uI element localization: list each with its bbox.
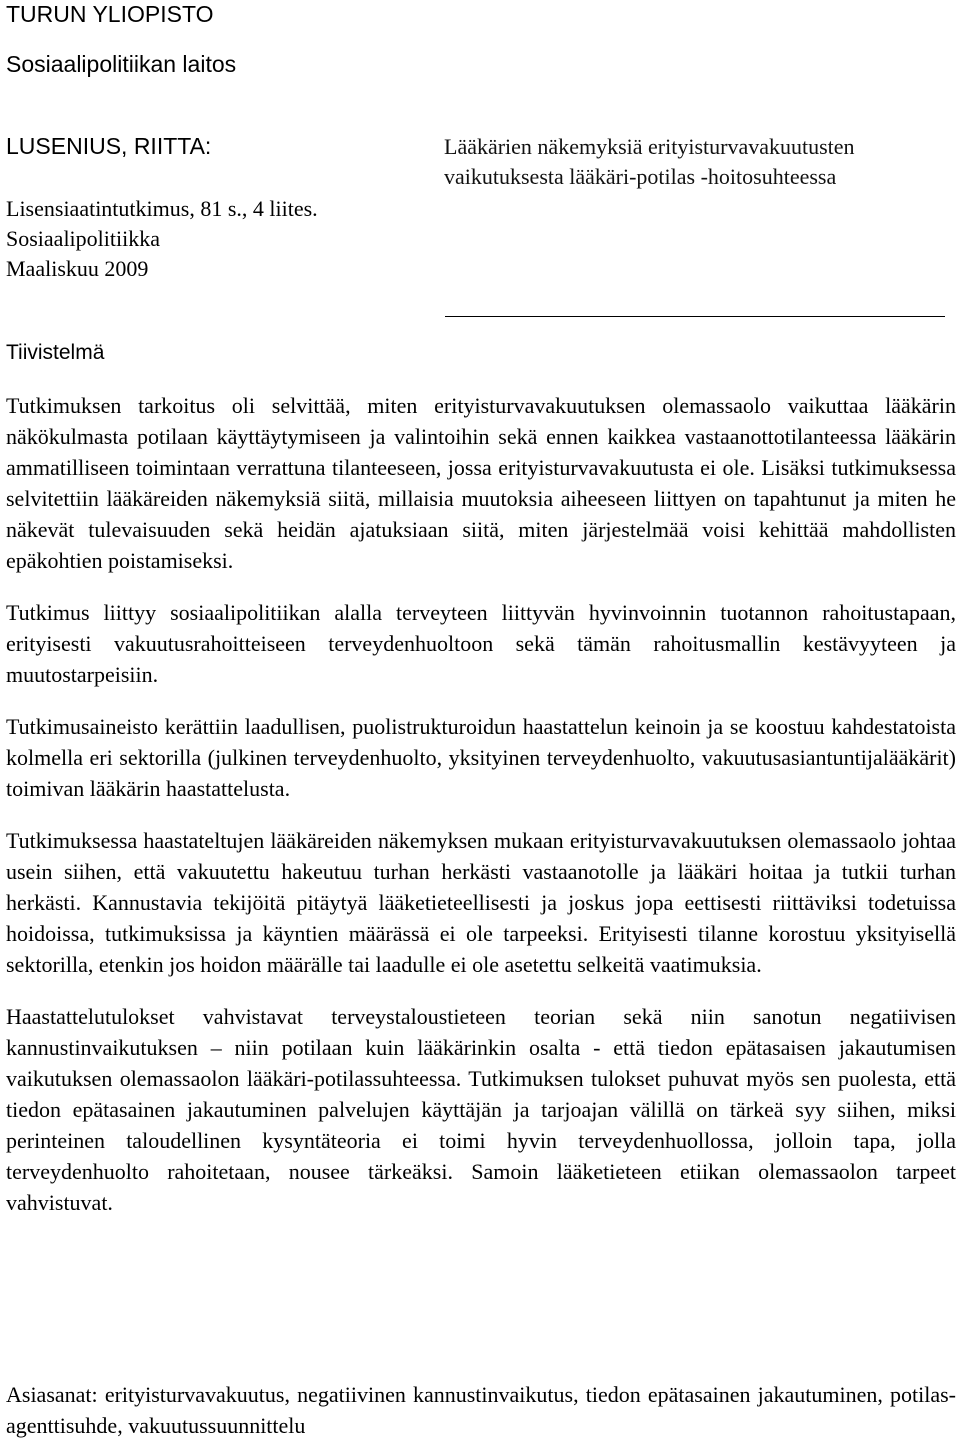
abstract-paragraph-3: Tutkimusaineisto kerättiin laadullisen, puolistrukturoidun haastattelun keinoin ja se koostuu kahdestatoista kolmella eri sektorilla (julkinen terveydenhuolto, yksityinen terveydenhuolto, vakuutusasiantuntijalääkärit) toimivan lääkärin haastattelusta.	[6, 714, 956, 801]
thesis-title	[444, 132, 855, 192]
abstract-body	[6, 390, 956, 1239]
abstract-paragraph-2: Tutkimus liittyy sosiaalipolitiikan alalla terveyteen liittyvän hyvinvoinnin tuotannon rahoitustapaan, erityisesti vakuutusrahoitteiseen terveydenhuoltoon sekä tämän rahoitusmallin kestävyyteen ja muutostarpeisiin.	[6, 600, 956, 687]
keywords-list: erityisturvavakuutus, negatiivinen kannustinvaikutus, tiedon epätasainen jakautuminen, potilas-agenttisuhde, vakuutussuunnittelu	[6, 1382, 957, 1438]
keywords	[6, 1379, 956, 1441]
thesis-date: Maaliskuu 2009	[6, 256, 149, 281]
abstract-paragraph-1: Tutkimuksen tarkoitus oli selvittää, miten erityisturvavakuutuksen olemassaolo vaikuttaa lääkärin näkökulmasta potilaan käyttäytymiseen ja valintoihin sekä ennen kaikkea vastaanottotilanteessa lääkärin ammatilliseen toimintaan verrattuna tilanteeseen, jossa erityisturvavakuutusta ei ole. Lisäksi tutkimuksessa selvitettiin lääkäreiden näkemyksiä siitä, millaisia muutoksia aiheeseen liittyen on tapahtunut ja miten he näkevät tulevaisuuden sekä heidän ajatuksiaan siitä, miten järjestelmää voisi kehittää mahdollisten epäkohtien poistamiseksi.	[6, 393, 956, 573]
thesis-type-pages: Lisensiaatintutkimus, 81 s., 4 liites.	[6, 196, 318, 221]
author-name: LUSENIUS, RIITTA:	[6, 133, 212, 159]
thesis-subject: Sosiaalipolitiikka	[6, 226, 160, 251]
university-name: TURUN YLIOPISTO	[6, 1, 214, 27]
abstract-paragraph-4: Tutkimuksessa haastateltujen lääkäreiden näkemyksen mukaan erityisturvavakuutuksen olemassaolo johtaa usein siihen, että vakuutettu hakeutuu turhan herkästi vastaanotolle ja lääkäri hoitaa ja tutkii turhan herkästi. Kannustavia tekijöitä pitäytyä lääketieteellisesti ja joskus jopa eettisesti riittäviksi todetuissa hoidoissa, tutkimuksissa ja käyntien määrässä ei ole tarpeeksi. Erityisesti tilanne korostuu yksityisellä sektorilla, etenkin jos hoidon määrälle tai laadulle ei ole asetettu selkeitä vaatimuksia.	[6, 828, 956, 977]
abstract-paragraph-5: Haastattelutulokset vahvistavat terveystaloustieteen teorian sekä niin sanotun negatiivisen kannustinvaikutuksen – niin potilaan kuin lääkärinkin osalta - että tiedon epätasaisen jakautumisen vaikutuksen olemassaolon lääkäri-potilassuhteessa. Tutkimuksen tulokset puhuvat myös sen puolesta, että tiedon epätasainen jakautuminen palvelujen käyttäjän ja tarjoajan välillä on tärkeä syy siihen, miksi perinteinen taloudellinen kysyntäteoria ei toimi hyvin terveydenhuollossa, jolloin tapa, jolla terveydenhuolto rahoitetaan, nousee tärkeäksi. Samoin lääketieteen etiikan olemassaolon tarpeet vahvistuvat.	[6, 1004, 956, 1215]
thesis-title-line-1: Lääkärien näkemyksiä erityisturvavakuutusten	[444, 134, 855, 159]
keywords-label: Asiasanat:	[6, 1382, 98, 1407]
divider-line	[445, 316, 945, 317]
thesis-details	[6, 194, 318, 284]
thesis-title-line-2: vaikutuksesta lääkäri-potilas -hoitosuhteessa	[444, 164, 837, 189]
abstract-heading: Tiivistelmä	[6, 341, 105, 364]
department-name: Sosiaalipolitiikan laitos	[6, 51, 237, 77]
